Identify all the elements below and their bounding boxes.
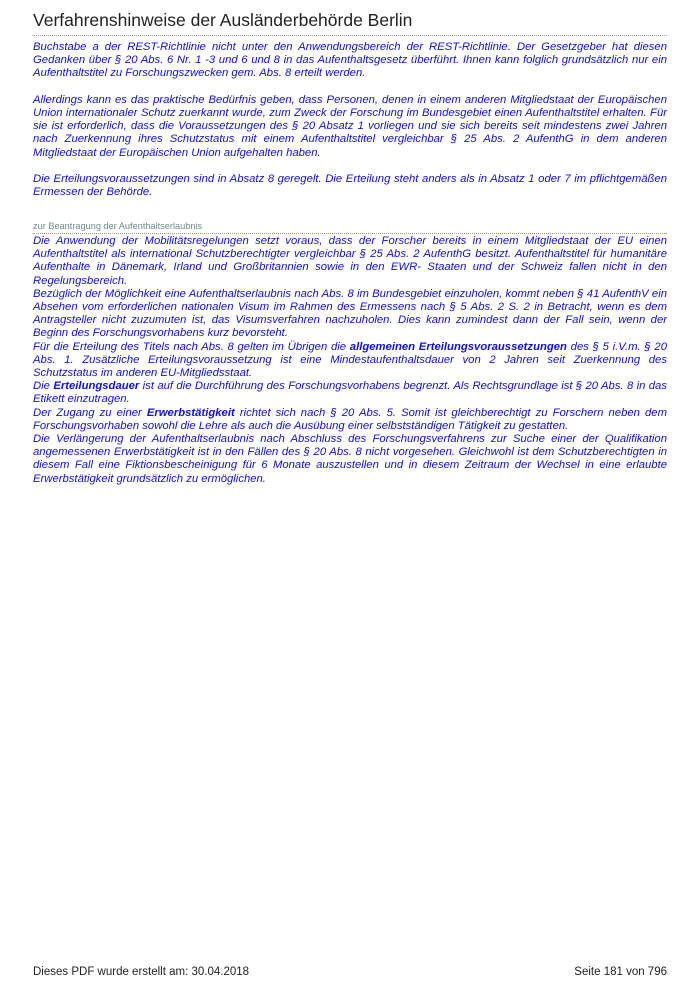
section-paragraph: Die Anwendung der Mobilitätsregelungen setzt voraus, dass der Forscher bereits in einem Mitgliedstaat der EU einen Aufenthaltstitel als international Schutzberechtigter vergleichbar § 25 Abs. 2 AufenthG besitzt. Aufenthaltstitel für humanitäre Aufenthalte in Dänemark, Irland und Großbritannien sowie in den EWR- Staaten und der Schweiz fallen nicht in den Regelungsbereich.: [33, 235, 667, 287]
section-heading: zur Beantragung der Aufenthaltserlaubnis: [33, 221, 203, 231]
paragraph-text: Für die Erteilung des Titels nach Abs. 8 gelten im Übrigen die: [33, 340, 350, 353]
section-paragraph: Bezüglich der Möglichkeit eine Aufenthaltserlaubnis nach Abs. 8 im Bundesgebiet einzuholen, kommt neben § 41 AufenthV ein Absehen vom erforderlichen nationalen Visum im Rahmen des Ermessens nach § 5 Abs. 2 S. 2 in Betracht, wenn es dem Antragsteller nicht zuzumuten ist, das Visumsverfahren nachzuholen. Dies kann zumindest dann der Fall sein, wenn der Beginn des Forschungsvorhabens kurz bevorsteht.: [33, 287, 667, 340]
section-paragraph: [33, 407, 667, 433]
section-paragraph: Die Verlängerung der Aufenthaltserlaubnis nach Abschluss des Forschungsverfahrens zur Suche einer der Qualifikation angemessenen Erwerbstätigkeit ist in den Fällen des § 20 Abs. 8 nicht vorgesehen. Gleichwohl ist dem Schutzberechtigten in diesem Fall eine Fiktionsbescheinigung für 6 Monate auszustellen und in diesem Zeitraum der Wechsel in eine erlaubte Erwerbstätigkeit grundsätzlich zu ermöglichen.: [33, 433, 667, 485]
section-paragraph: [33, 380, 667, 406]
paragraph-text: richtet sich nach § 20 Abs. 5. Somit ist gleichberechtigt zu Forschern neben dem Forschungsvorhaben sowohl die Lehre als auch die Ausübung einer selbstständigen Tätigkeit zu gestatten.: [33, 406, 667, 432]
intro-paragraph: Die Erteilungsvoraussetzungen sind in Absatz 8 geregelt. Die Erteilung steht anders als in Absatz 1 oder 7 im pflichtgemäßen Ermessen der Behörde.: [33, 173, 667, 199]
emphasis-term: allgemeinen Erteilungsvoraussetzungen: [349, 340, 567, 353]
section-paragraph: [33, 341, 667, 381]
emphasis-term: Erteilungsdauer: [53, 380, 140, 393]
intro-paragraph: Allerdings kann es das praktische Bedürfnis geben, dass Personen, denen in einem anderen Mitgliedstaat der Europäischen Union internationaler Schutz zuerkannt wurde, zum Zweck der Forschung im Bundesgebiet einen Aufenthaltstitel erhalten. Für sie ist erforderlich, dass die Voraussetzungen des § 20 Absatz 1 vorliegen und sie sich bereits seit mindestens zwei Jahren nach Zuerkennung ihres Schutzstatus mit einem Aufenthaltstitel vergleichbar § 25 Abs. 2 AufenthG in dem anderen Mitgliedstaat der Europäischen Union aufgehalten haben.: [33, 93, 667, 159]
emphasis-term: Erwerbstätigkeit: [146, 406, 235, 419]
intro-block: [33, 41, 667, 213]
title-divider: [33, 35, 667, 36]
paragraph-text: des § 5 i.V.m. § 20 Abs. 1. Zusätzliche Erteilungsvoraussetzung ist eine Mindestaufenthaltsdauer von 2 Jahren seit Zuerkennung des Schutzstatus im anderen EU-Mitgliedsstaat.: [33, 340, 667, 380]
paragraph-text: ist auf die Durchführung des Forschungsvorhabens begrenzt. Als Rechtsgrundlage ist § 20 Abs. 8 in das Etikett einzutragen.: [33, 380, 667, 406]
section-body: [33, 235, 667, 486]
intro-paragraph: Buchstabe a der REST-Richtlinie nicht unter den Anwendungsbereich der REST-Richtlinie. Der Gesetzgeber hat diesen Gedanken über § 20 Abs. 6 Nr. 1 -3 und 6 und 8 in das Aufenthaltsgesetz überführt. Ihnen kann folglich grundsätzlich nur ein Aufenthaltstitel zu Forschungszwecken gem. Abs. 8 erteilt werden.: [33, 41, 667, 80]
paragraph-text: Der Zugang zu einer: [33, 406, 147, 419]
page-title: Verfahrenshinweise der Ausländerbehörde Berlin: [33, 10, 413, 30]
section-divider: [33, 233, 667, 234]
footer-created-date: Dieses PDF wurde erstellt am: 30.04.2018: [33, 966, 250, 978]
footer-page-number: Seite 181 von 796: [574, 966, 667, 978]
paragraph-text: Die: [33, 380, 54, 393]
